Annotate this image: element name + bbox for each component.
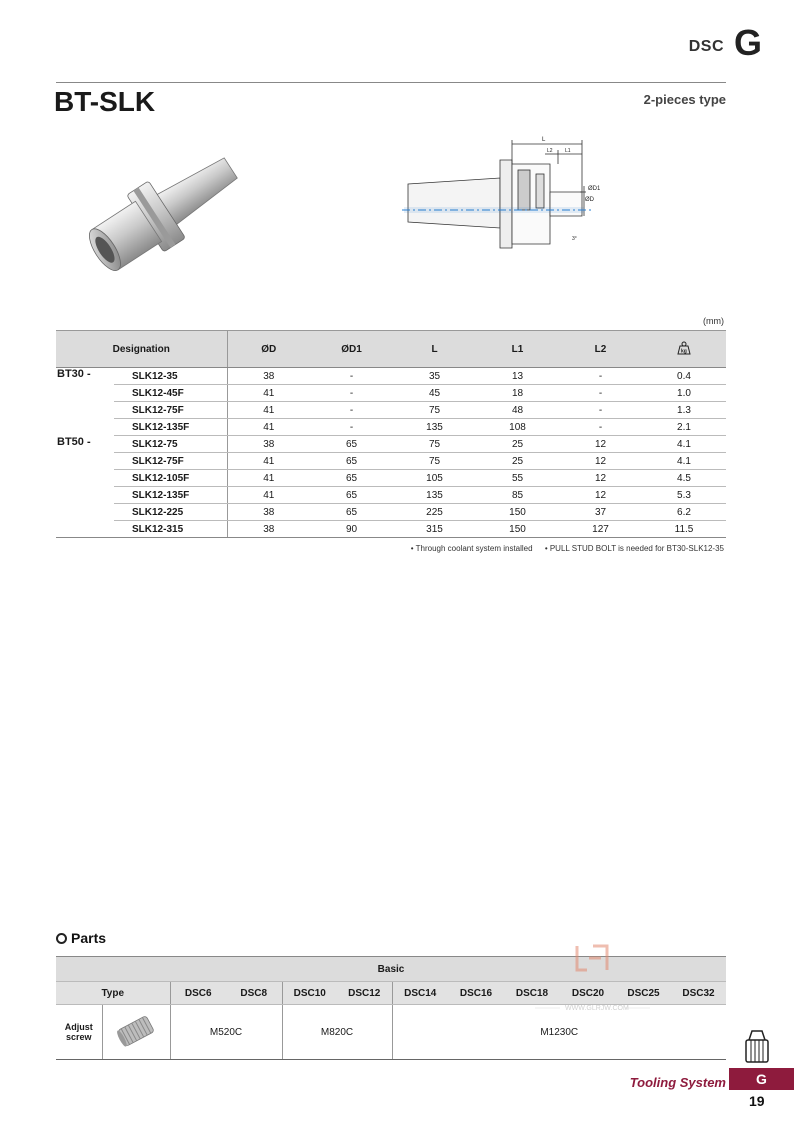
table-row	[56, 436, 726, 453]
cell-d1: 65	[310, 453, 393, 470]
cell-designation: SLK12-135F	[114, 487, 227, 504]
cell-l1: 150	[476, 504, 559, 521]
cell-l1: 48	[476, 402, 559, 419]
table-row	[56, 521, 726, 538]
product-photo	[52, 132, 252, 292]
svg-text:kg: kg	[681, 348, 687, 354]
cell-weight: 1.3	[642, 402, 726, 419]
adjust-screw-dsc10-12: M820C	[282, 1005, 392, 1060]
header-divider	[56, 82, 726, 83]
cell-l2: -	[559, 402, 642, 419]
parts-title-text: Parts	[71, 930, 107, 946]
drawing-label-l: L	[542, 137, 546, 143]
col-dsc16: DSC16	[448, 982, 504, 1005]
cell-l2: 127	[559, 521, 642, 538]
drawing-label-d1: ØD1	[588, 186, 600, 192]
collet-icon	[743, 1028, 771, 1068]
cell-designation: SLK12-45F	[114, 385, 227, 402]
cell-weight: 4.1	[642, 453, 726, 470]
cell-l1: 13	[476, 368, 559, 385]
table-row	[56, 368, 726, 385]
cell-l: 315	[393, 521, 476, 538]
cell-designation: SLK12-135F	[114, 419, 227, 436]
header-l1: L1	[476, 331, 559, 368]
cell-l: 35	[393, 368, 476, 385]
unit-label: (mm)	[703, 316, 724, 326]
cell-weight: 1.0	[642, 385, 726, 402]
type-label: 2-pieces type	[643, 92, 726, 107]
cell-weight: 5.3	[642, 487, 726, 504]
cell-weight: 11.5	[642, 521, 726, 538]
cell-l1: 25	[476, 453, 559, 470]
cell-l: 75	[393, 402, 476, 419]
cell-designation: SLK12-75F	[114, 453, 227, 470]
group-label: BT30 -	[57, 368, 91, 380]
col-dsc12: DSC12	[337, 982, 392, 1005]
cell-weight: 6.2	[642, 504, 726, 521]
cell-designation: SLK12-75F	[114, 402, 227, 419]
cell-l: 225	[393, 504, 476, 521]
cell-l2: 12	[559, 453, 642, 470]
cell-d: 38	[227, 521, 310, 538]
drawing-label-l2: L2	[547, 148, 553, 154]
cell-l2: -	[559, 368, 642, 385]
cell-weight: 0.4	[642, 368, 726, 385]
circle-arrow-icon	[56, 933, 67, 944]
footer-section-tab: G	[729, 1068, 794, 1090]
col-dsc8: DSC8	[226, 982, 282, 1005]
cell-l2: -	[559, 419, 642, 436]
cell-d1: -	[310, 368, 393, 385]
footer-brand: Tooling System	[629, 1075, 726, 1090]
col-dsc14: DSC14	[392, 982, 448, 1005]
table-row	[56, 453, 726, 470]
group-label: BT50 -	[56, 436, 114, 538]
drawing-label-angle: 3°	[572, 236, 577, 242]
cell-l2: 12	[559, 487, 642, 504]
cell-d: 41	[227, 453, 310, 470]
table-row	[56, 470, 726, 487]
drawing-label-d: ØD	[585, 197, 594, 203]
cell-designation: SLK12-315	[114, 521, 227, 538]
table-notes	[401, 544, 724, 553]
cell-l: 75	[393, 453, 476, 470]
cell-l1: 85	[476, 487, 559, 504]
spec-table	[56, 330, 726, 538]
header-d1: ØD1	[310, 331, 393, 368]
col-dsc25: DSC25	[616, 982, 671, 1005]
cell-l: 135	[393, 419, 476, 436]
note-coolant: • Through coolant system installed	[410, 544, 533, 553]
cell-d: 41	[227, 385, 310, 402]
cell-l: 75	[393, 436, 476, 453]
cell-d: 38	[227, 504, 310, 521]
section-letter: G	[733, 22, 762, 63]
header-l: L	[393, 331, 476, 368]
col-dsc18: DSC18	[504, 982, 560, 1005]
cell-d: 38	[227, 436, 310, 453]
cell-d: 41	[227, 487, 310, 504]
cell-weight: 4.1	[642, 436, 726, 453]
cell-l: 135	[393, 487, 476, 504]
drawing-label-l1: L1	[565, 148, 571, 154]
table-row	[56, 504, 726, 521]
cell-l2: 12	[559, 436, 642, 453]
section-label: DSC	[688, 38, 724, 55]
watermark-logo	[515, 940, 665, 1015]
cell-d1: -	[310, 402, 393, 419]
cell-d1: -	[310, 385, 393, 402]
cell-l2: 12	[559, 470, 642, 487]
cell-designation: SLK12-225	[114, 504, 227, 521]
cell-l2: 37	[559, 504, 642, 521]
header-weight	[642, 331, 726, 368]
adjust-screw-dsc14-32: M1230C	[392, 1005, 726, 1060]
col-dsc10: DSC10	[282, 982, 337, 1005]
adjust-screw-icon	[114, 1011, 158, 1051]
cell-l1: 18	[476, 385, 559, 402]
page-number: 19	[749, 1093, 765, 1109]
adjust-screw-dsc6-8: M520C	[170, 1005, 282, 1060]
col-dsc20: DSC20	[560, 982, 616, 1005]
cell-d: 38	[227, 368, 310, 385]
adjust-screw-label: Adjust screw	[56, 1005, 102, 1060]
cell-l2: -	[559, 385, 642, 402]
cell-d: 41	[227, 419, 310, 436]
table-row	[56, 402, 726, 419]
cell-d: 41	[227, 470, 310, 487]
spec-header-row	[56, 331, 726, 368]
parts-type-header: Type	[56, 982, 170, 1005]
cell-d1: 65	[310, 470, 393, 487]
cell-l1: 55	[476, 470, 559, 487]
cell-designation: SLK12-75	[114, 436, 227, 453]
cell-designation: SLK12-105F	[114, 470, 227, 487]
cell-l: 105	[393, 470, 476, 487]
parts-title	[56, 930, 106, 946]
watermark-url: WWW.GLRJW.COM	[565, 1005, 629, 1012]
table-row	[56, 487, 726, 504]
cell-weight: 4.5	[642, 470, 726, 487]
table-row	[56, 385, 726, 402]
cell-d1: 65	[310, 436, 393, 453]
cell-weight: 2.1	[642, 419, 726, 436]
weight-kg-icon	[675, 341, 693, 355]
cell-designation: SLK12-35	[114, 368, 227, 385]
cell-l1: 150	[476, 521, 559, 538]
technical-drawing	[400, 130, 600, 270]
cell-d: 41	[227, 402, 310, 419]
header-l2: L2	[559, 331, 642, 368]
header-d: ØD	[227, 331, 310, 368]
col-dsc32: DSC32	[671, 982, 726, 1005]
cell-l: 45	[393, 385, 476, 402]
parts-group-header: Basic	[56, 957, 726, 982]
col-dsc6: DSC6	[170, 982, 226, 1005]
cell-d1: 65	[310, 504, 393, 521]
cell-d1: 90	[310, 521, 393, 538]
page-title: BT-SLK	[54, 86, 156, 117]
cell-l1: 108	[476, 419, 559, 436]
table-row	[56, 419, 726, 436]
cell-d1: 65	[310, 487, 393, 504]
cell-d1: -	[310, 419, 393, 436]
note-pull-stud: • PULL STUD BOLT is needed for BT30-SLK12-35	[544, 544, 724, 553]
adjust-screw-image	[102, 1005, 170, 1060]
header-designation: Designation	[56, 331, 227, 368]
cell-l1: 25	[476, 436, 559, 453]
